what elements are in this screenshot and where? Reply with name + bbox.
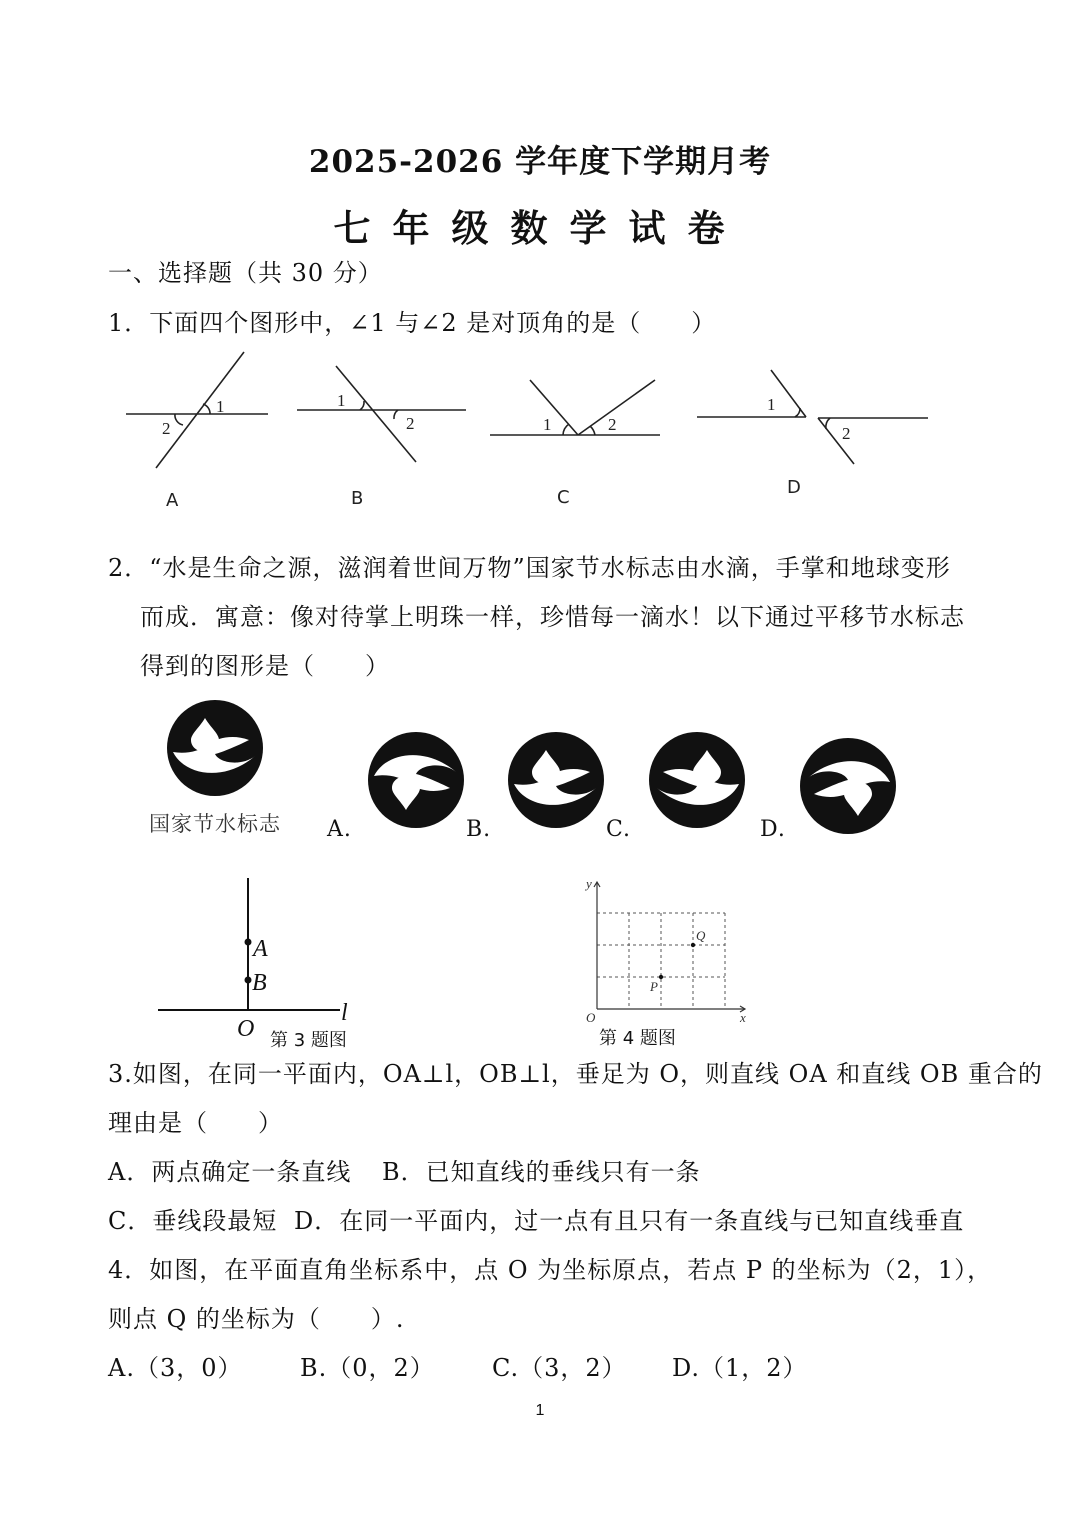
question-4-line2: 则点 Q 的坐标为（ ）.	[108, 1305, 405, 1333]
q1-figure-d	[697, 370, 928, 464]
q1a-angle-2: 2	[162, 419, 171, 438]
q1a-angle-1: 1	[216, 397, 225, 416]
q1-figure-b	[297, 366, 466, 462]
q1c-angle-1: 1	[543, 415, 552, 434]
q1d-angle-2: 2	[842, 424, 851, 443]
q4-option-a: A.（3，0）	[108, 1354, 243, 1382]
question-1-stem: 1．下面四个图形中，∠1 与∠2 是对顶角的是（ ）	[108, 309, 717, 337]
fig4-axis-x: x	[740, 1010, 746, 1025]
figure-3	[0, 870, 400, 1060]
fig3-point-a: A	[253, 936, 268, 962]
q2-option-a-label: A.	[327, 817, 352, 842]
q2-option-a-image	[368, 732, 464, 828]
q1-option-a: A	[166, 490, 179, 511]
fig4-origin: O	[586, 1010, 596, 1025]
q2-option-c-image	[649, 732, 745, 828]
q2-option-b-label: B.	[466, 817, 492, 842]
fig3-line-l: l	[341, 1000, 348, 1026]
q1-option-c: C	[557, 487, 570, 508]
fig3-origin: O	[237, 1016, 255, 1042]
q1b-angle-1: 1	[337, 391, 346, 410]
question-3-line1: 3.如图，在同一平面内，OA⊥l，OB⊥l，垂足为 O，则直线 OA 和直线 OB 重合的	[108, 1060, 1043, 1088]
fig4-axis-y: y	[586, 876, 592, 891]
q2-option-d-label: D.	[760, 817, 786, 842]
q3-option-b: B．已知直线的垂线只有一条	[382, 1158, 701, 1186]
question-2-line2: 而成．寓意：像对待掌上明珠一样，珍惜每一滴水！以下通过平移节水标志	[140, 603, 965, 631]
q2-option-d-image	[800, 738, 896, 834]
q1-figure-a	[126, 352, 268, 468]
page-number: 1	[535, 1402, 545, 1419]
q1-figure-c	[490, 380, 660, 435]
question-2-line1: 2．“水是生命之源，滋润着世间万物”国家节水标志由水滴，手掌和地球变形	[108, 554, 951, 582]
section-heading: 一、选择题（共 30 分）	[108, 259, 383, 287]
q2-option-c-label: C.	[606, 817, 632, 842]
q1-option-b: B	[351, 488, 364, 509]
exam-title-subject: 七年级数学试卷	[333, 206, 747, 250]
question-2-line3: 得到的图形是（ ）	[140, 652, 390, 680]
q1b-angle-2: 2	[406, 414, 415, 433]
question-4-line1: 4．如图，在平面直角坐标系中，点 O 为坐标原点，若点 P 的坐标为（2，1），	[108, 1256, 993, 1284]
exam-title-term: 2025-2026 学年度下学期月考	[308, 144, 772, 180]
fig4-point-q: Q	[696, 928, 706, 943]
fig4-point-p: P	[650, 979, 658, 994]
q3-option-d: D．在同一平面内，过一点有且只有一条直线与已知直线垂直	[294, 1207, 965, 1235]
question-3-line2: 理由是（ ）	[108, 1109, 283, 1137]
fig3-point-b: B	[252, 970, 267, 996]
national-water-saving-logo	[167, 700, 263, 796]
figure-4	[560, 870, 780, 1060]
q1d-angle-1: 1	[767, 395, 776, 414]
logo-caption: 国家节水标志	[149, 812, 281, 836]
question-1-figures	[0, 340, 1080, 520]
fig4-caption: 第 4 题图	[599, 1028, 676, 1049]
q3-option-c: C．垂线段最短	[108, 1207, 278, 1235]
q4-option-c: C.（3，2）	[492, 1354, 627, 1382]
q1c-angle-2: 2	[608, 415, 617, 434]
q3-option-a: A．两点确定一条直线	[108, 1158, 352, 1186]
q4-option-b: B.（0，2）	[300, 1354, 435, 1382]
q1-option-d: D	[787, 477, 801, 498]
q4-option-d: D.（1，2）	[672, 1354, 808, 1382]
q2-option-b-image	[508, 732, 604, 828]
fig3-caption: 第 3 题图	[270, 1030, 347, 1051]
